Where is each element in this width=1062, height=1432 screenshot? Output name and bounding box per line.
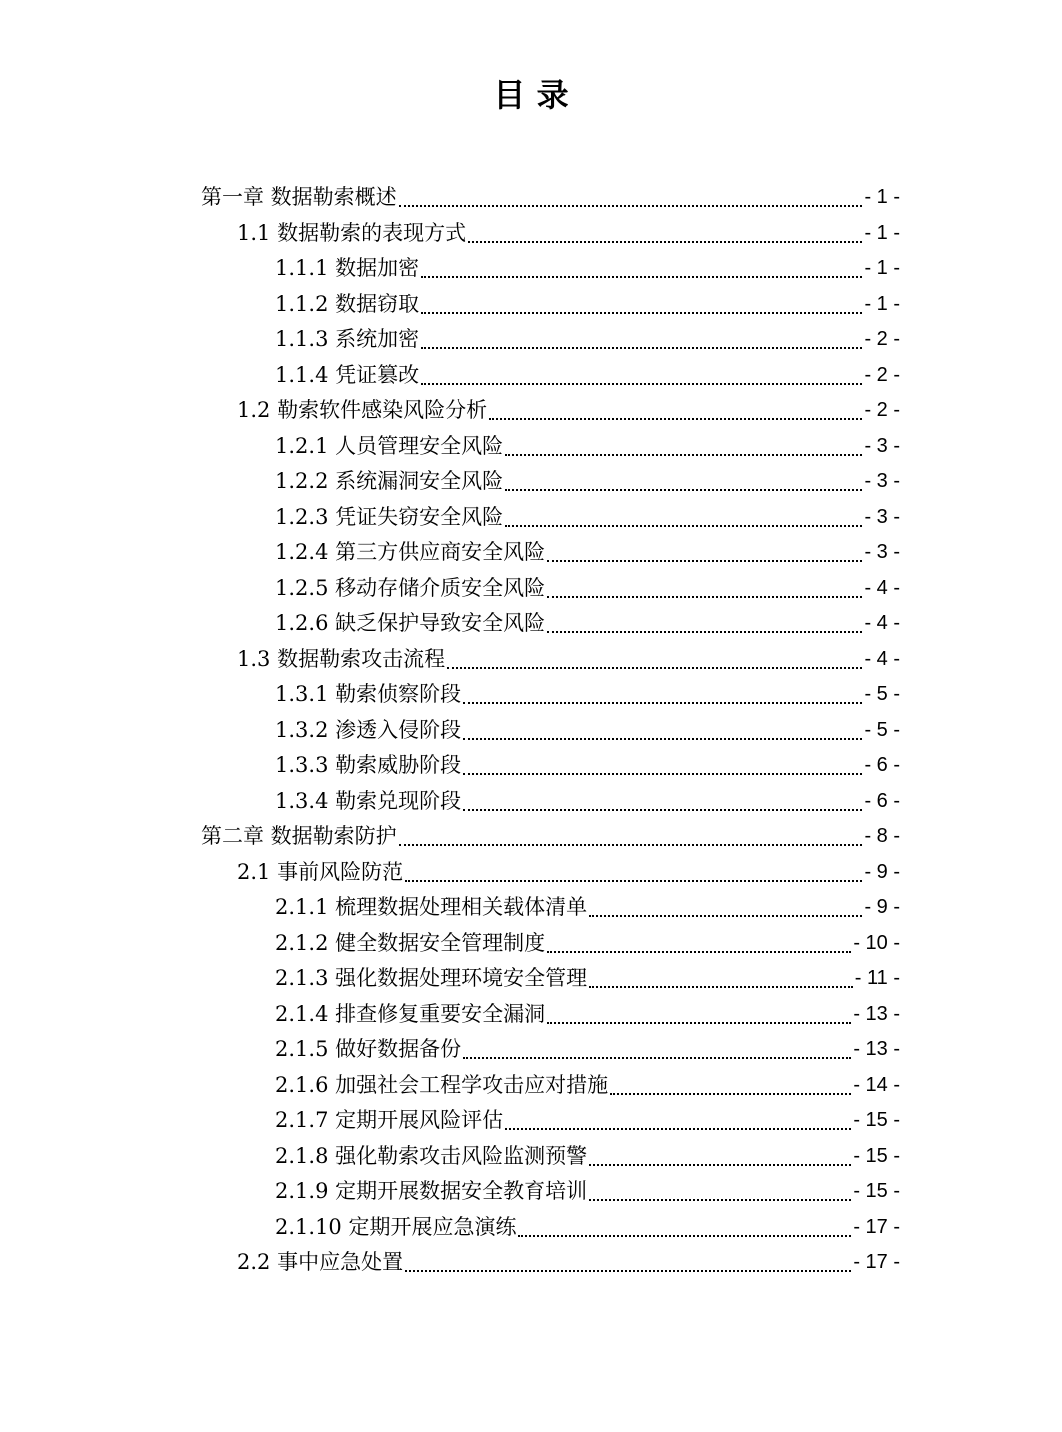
toc-dot-leader — [589, 914, 862, 917]
toc-page-number: - 2 - — [864, 363, 900, 386]
toc-page-number: - 4 - — [864, 612, 900, 635]
toc-dot-leader — [505, 488, 862, 491]
toc-dot-leader — [547, 630, 862, 633]
toc-entry-title: 2.1.6 加强社会工程学攻击应对措施 — [275, 1072, 609, 1097]
toc-page-number: - 1 - — [864, 221, 900, 244]
toc-entry[interactable] — [0, 642, 1062, 678]
toc-page-number: - 14 - — [853, 1073, 900, 1096]
toc-entry[interactable] — [0, 500, 1062, 536]
toc-dot-leader — [468, 240, 862, 243]
toc-entry[interactable] — [0, 926, 1062, 962]
toc-page-number: - 8 - — [864, 825, 900, 848]
toc-dot-leader — [589, 1198, 851, 1201]
toc-page-number: - 3 - — [864, 541, 900, 564]
toc-entry[interactable] — [0, 819, 1062, 855]
toc-dot-leader — [421, 346, 862, 349]
toc-dot-leader — [421, 275, 862, 278]
toc-entry-title: 2.2 事中应急处置 — [237, 1250, 404, 1275]
toc-entry-title: 1.2.6 缺乏保护导致安全风险 — [275, 611, 546, 636]
toc-entry-title: 1.3.3 勒索威胁阶段 — [275, 753, 462, 778]
toc-page-number: - 9 - — [864, 896, 900, 919]
toc-entry-title: 2.1.5 做好数据备份 — [275, 1037, 462, 1062]
toc-page-number: - 3 - — [864, 434, 900, 457]
toc-entry[interactable] — [0, 1245, 1062, 1281]
toc-entry[interactable] — [0, 535, 1062, 571]
toc-entry-title: 2.1.3 强化数据处理环境安全管理 — [275, 966, 588, 991]
toc-page-number: - 13 - — [853, 1002, 900, 1025]
toc-entry-title: 1.2.3 凭证失窃安全风险 — [275, 504, 504, 529]
toc-dot-leader — [399, 204, 863, 207]
table-of-contents — [0, 180, 1062, 1281]
toc-entry[interactable] — [0, 784, 1062, 820]
toc-dot-leader — [405, 1269, 851, 1272]
toc-dot-leader — [589, 985, 853, 988]
toc-page-number: - 15 - — [853, 1180, 900, 1203]
toc-dot-leader — [463, 808, 862, 811]
toc-entry-title: 2.1 事前风险防范 — [237, 859, 404, 884]
toc-dot-leader — [463, 737, 862, 740]
toc-entry-title: 1.2.5 移动存储介质安全风险 — [275, 575, 546, 600]
toc-dot-leader — [463, 701, 862, 704]
toc-entry[interactable] — [0, 251, 1062, 287]
toc-entry[interactable] — [0, 1139, 1062, 1175]
toc-page-number: - 1 - — [864, 292, 900, 315]
toc-dot-leader — [489, 417, 862, 420]
toc-entry[interactable] — [0, 1068, 1062, 1104]
toc-entry[interactable] — [0, 1032, 1062, 1068]
toc-entry-title: 第二章 数据勒索防护 — [201, 824, 397, 849]
toc-dot-leader — [505, 524, 862, 527]
toc-dot-leader — [463, 1056, 851, 1059]
toc-entry[interactable] — [0, 180, 1062, 216]
toc-entry[interactable] — [0, 429, 1062, 465]
toc-dot-leader — [547, 1021, 851, 1024]
toc-page-number: - 11 - — [854, 967, 900, 990]
toc-dot-leader — [505, 453, 862, 456]
toc-page-number: - 5 - — [864, 683, 900, 706]
toc-dot-leader — [518, 1234, 851, 1237]
toc-entry[interactable] — [0, 713, 1062, 749]
toc-page-number: - 2 - — [864, 399, 900, 422]
toc-dot-leader — [405, 879, 862, 882]
toc-page-number: - 17 - — [853, 1251, 900, 1274]
toc-entry-title: 2.1.9 定期开展数据安全教育培训 — [275, 1179, 588, 1204]
toc-page-number: - 15 - — [853, 1144, 900, 1167]
toc-page-number: - 9 - — [864, 860, 900, 883]
toc-entry-title: 1.1.4 凭证篡改 — [275, 362, 420, 387]
toc-dot-leader — [547, 950, 851, 953]
toc-entry[interactable] — [0, 1210, 1062, 1246]
toc-dot-leader — [463, 772, 862, 775]
toc-page-number: - 17 - — [853, 1215, 900, 1238]
toc-entry-title: 1.2 勒索软件感染风险分析 — [237, 398, 488, 423]
toc-entry-title: 1.3 数据勒索攻击流程 — [237, 646, 446, 671]
toc-entry-title: 1.2.1 人员管理安全风险 — [275, 433, 504, 458]
toc-entry[interactable] — [0, 393, 1062, 429]
toc-entry-title: 1.1.1 数据加密 — [275, 256, 420, 281]
toc-entry-title: 第一章 数据勒索概述 — [201, 185, 397, 210]
toc-dot-leader — [421, 311, 862, 314]
toc-entry-title: 1.1.2 数据窃取 — [275, 291, 420, 316]
toc-page-number: - 5 - — [864, 718, 900, 741]
toc-dot-leader — [447, 666, 862, 669]
toc-entry[interactable] — [0, 287, 1062, 323]
toc-entry[interactable] — [0, 571, 1062, 607]
toc-entry-title: 1.1 数据勒索的表现方式 — [237, 220, 467, 245]
toc-entry[interactable] — [0, 606, 1062, 642]
toc-page-number: - 1 - — [864, 257, 900, 280]
toc-page-number: - 13 - — [853, 1038, 900, 1061]
toc-entry[interactable] — [0, 464, 1062, 500]
toc-entry-title: 2.1.4 排查修复重要安全漏洞 — [275, 1001, 546, 1026]
toc-page-number: - 15 - — [853, 1109, 900, 1132]
toc-page-number: - 4 - — [864, 647, 900, 670]
toc-entry[interactable] — [0, 677, 1062, 713]
toc-entry[interactable] — [0, 748, 1062, 784]
toc-entry[interactable] — [0, 358, 1062, 394]
toc-dot-leader — [421, 382, 862, 385]
toc-entry-title: 1.2.4 第三方供应商安全风险 — [275, 540, 546, 565]
toc-entry[interactable] — [0, 997, 1062, 1033]
toc-entry[interactable] — [0, 322, 1062, 358]
toc-entry-title: 2.1.2 健全数据安全管理制度 — [275, 930, 546, 955]
toc-entry-title: 2.1.7 定期开展风险评估 — [275, 1108, 504, 1133]
toc-entry[interactable] — [0, 1103, 1062, 1139]
toc-page-number: - 3 - — [864, 470, 900, 493]
toc-page-number: - 6 - — [864, 789, 900, 812]
toc-entry-title: 2.1.1 梳理数据处理相关载体清单 — [275, 895, 588, 920]
toc-dot-leader — [547, 595, 862, 598]
toc-page-number: - 3 - — [864, 505, 900, 528]
toc-dot-leader — [547, 559, 862, 562]
toc-dot-leader — [610, 1092, 851, 1095]
toc-dot-leader — [399, 843, 863, 846]
toc-page-number: - 6 - — [864, 754, 900, 777]
toc-entry[interactable] — [0, 855, 1062, 891]
page-title: 目 录 — [493, 76, 569, 114]
toc-page-number: - 1 - — [864, 186, 900, 209]
toc-entry-title: 1.3.1 勒索侦察阶段 — [275, 682, 462, 707]
toc-entry-title: 2.1.8 强化勒索攻击风险监测预警 — [275, 1143, 588, 1168]
toc-dot-leader — [505, 1127, 851, 1130]
toc-entry-title: 1.1.3 系统加密 — [275, 327, 420, 352]
toc-entry[interactable] — [0, 216, 1062, 252]
toc-page-number: - 2 - — [864, 328, 900, 351]
toc-entry-title: 1.3.4 勒索兑现阶段 — [275, 788, 462, 813]
toc-entry[interactable] — [0, 1174, 1062, 1210]
toc-entry[interactable] — [0, 890, 1062, 926]
toc-entry-title: 1.3.2 渗透入侵阶段 — [275, 717, 462, 742]
toc-entry[interactable] — [0, 961, 1062, 997]
toc-dot-leader — [589, 1163, 851, 1166]
toc-page-number: - 10 - — [853, 931, 900, 954]
toc-page-number: - 4 - — [864, 576, 900, 599]
toc-entry-title: 2.1.10 定期开展应急演练 — [275, 1214, 517, 1239]
toc-entry-title: 1.2.2 系统漏洞安全风险 — [275, 469, 504, 494]
